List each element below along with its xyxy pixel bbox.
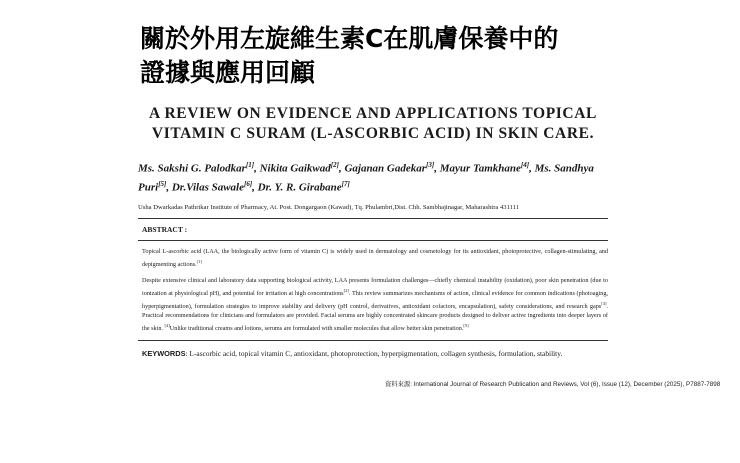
keywords-label: KEYWORDS	[142, 349, 186, 359]
abstract-heading: ABSTRACT :	[142, 225, 188, 235]
paper-title-line1: A REVIEW ON EVIDENCE AND APPLICATIONS TOPICAL	[149, 105, 597, 122]
author-separator: ,	[254, 162, 260, 175]
abstract-text: . This review summarizes mechanisms of action, clinical evidence for common indications (photoaging, hyperpigmentation), formulation strategies to improve stability and delivery (pH control, derivatives, antioxidant cofactors, encapsulation), safety considerations, and research gaps	[142, 289, 608, 310]
citation: [2]	[343, 287, 349, 293]
author-separator: ,	[252, 181, 258, 194]
author-ref: [4]	[520, 161, 530, 169]
author-name: Gajanan Gadekar	[344, 162, 427, 175]
author-name: Ms. Sandhya Puri	[138, 162, 594, 194]
author-separator: ,	[529, 162, 535, 175]
abstract-text: Despite extensive clinical and laboratory data supporting biological activity, LAA presents formulation challenges—chiefly chemical instability (oxidation), poor skin penetration (due to ionization at physiological pH), and potential for irritation at high concentrations	[142, 276, 608, 297]
author-ref: [6]	[244, 179, 253, 188]
author-name: Mayur Tamkhane	[439, 162, 521, 175]
paper-title-line2: VITAMIN C SURAM (L-ASCORBIC ACID) IN SKIN CARE.	[151, 125, 595, 142]
headline	[140, 22, 620, 90]
headline-line2: 證據與應用回顧	[140, 58, 316, 87]
divider	[138, 218, 608, 219]
affiliation: Usha Dwarkadas Pathrikar Institute of Pharmacy, At. Post. Dongargaon (Kawad), Tq. Phulambri,Dist. Chh. Sambhajinagar, Maharashtra 431111	[138, 204, 520, 212]
author-separator: ,	[434, 162, 440, 175]
source-note: 資料來源: International Journal of Research Publication and Reviews, Vol (6), Issue (12), December (2025), P7887-7898	[385, 381, 721, 388]
author-ref: [7]	[341, 179, 350, 188]
divider	[138, 340, 608, 341]
abstract-paragraph-1	[142, 247, 608, 270]
abstract-text: . Practical recommendations for clinicians and formulators are provided. Facial serums are highly concentrated skincare products designed to deliver active ingredients into deeper layers of the skin.	[142, 302, 608, 333]
author-ref: [1]	[245, 161, 255, 169]
citation: [5]	[463, 323, 469, 329]
author-separator: ,	[338, 162, 345, 175]
paper-title	[138, 104, 608, 144]
keywords	[142, 349, 608, 359]
author-name: Dr. Y. R. Girabane	[257, 181, 342, 194]
citation: [3]	[601, 300, 607, 306]
keywords-text: : L-ascorbic acid, topical vitamin C, antioxidant, photoprotection, hyperpigmentation, collagen synthesis, formulation, stability.	[185, 349, 563, 359]
headline-line1: 關於外用左旋維生素C在肌膚保養中的	[140, 24, 559, 53]
author-name: Nikita Gaikwad	[259, 162, 331, 175]
author-ref: [2]	[330, 161, 339, 169]
author-name: Dr.Vilas Sawale	[171, 181, 244, 194]
author-name: Ms. Sakshi G. Palodkar	[138, 162, 246, 175]
divider	[138, 240, 608, 241]
abstract-text: Topical L-ascorbic acid (LAA, the biologically active form of vitamin C) is widely used in dermatology and cosmetology for its antioxidant, photoprotective, collagen-stimulating, and depigmenting actions.	[142, 248, 608, 269]
author-ref: [3]	[426, 161, 435, 169]
citation: [4]	[164, 323, 170, 329]
author-separator: ,	[166, 181, 172, 194]
author-ref: [5]	[158, 179, 167, 188]
author-list	[138, 158, 608, 195]
abstract-paragraph-2	[142, 276, 608, 334]
abstract-text: Unlike traditional creams and lotions, serums are formulated with smaller molecules that allow better skin penetration.	[169, 325, 464, 333]
citation: [1]	[196, 259, 202, 265]
paper-excerpt	[138, 104, 608, 359]
